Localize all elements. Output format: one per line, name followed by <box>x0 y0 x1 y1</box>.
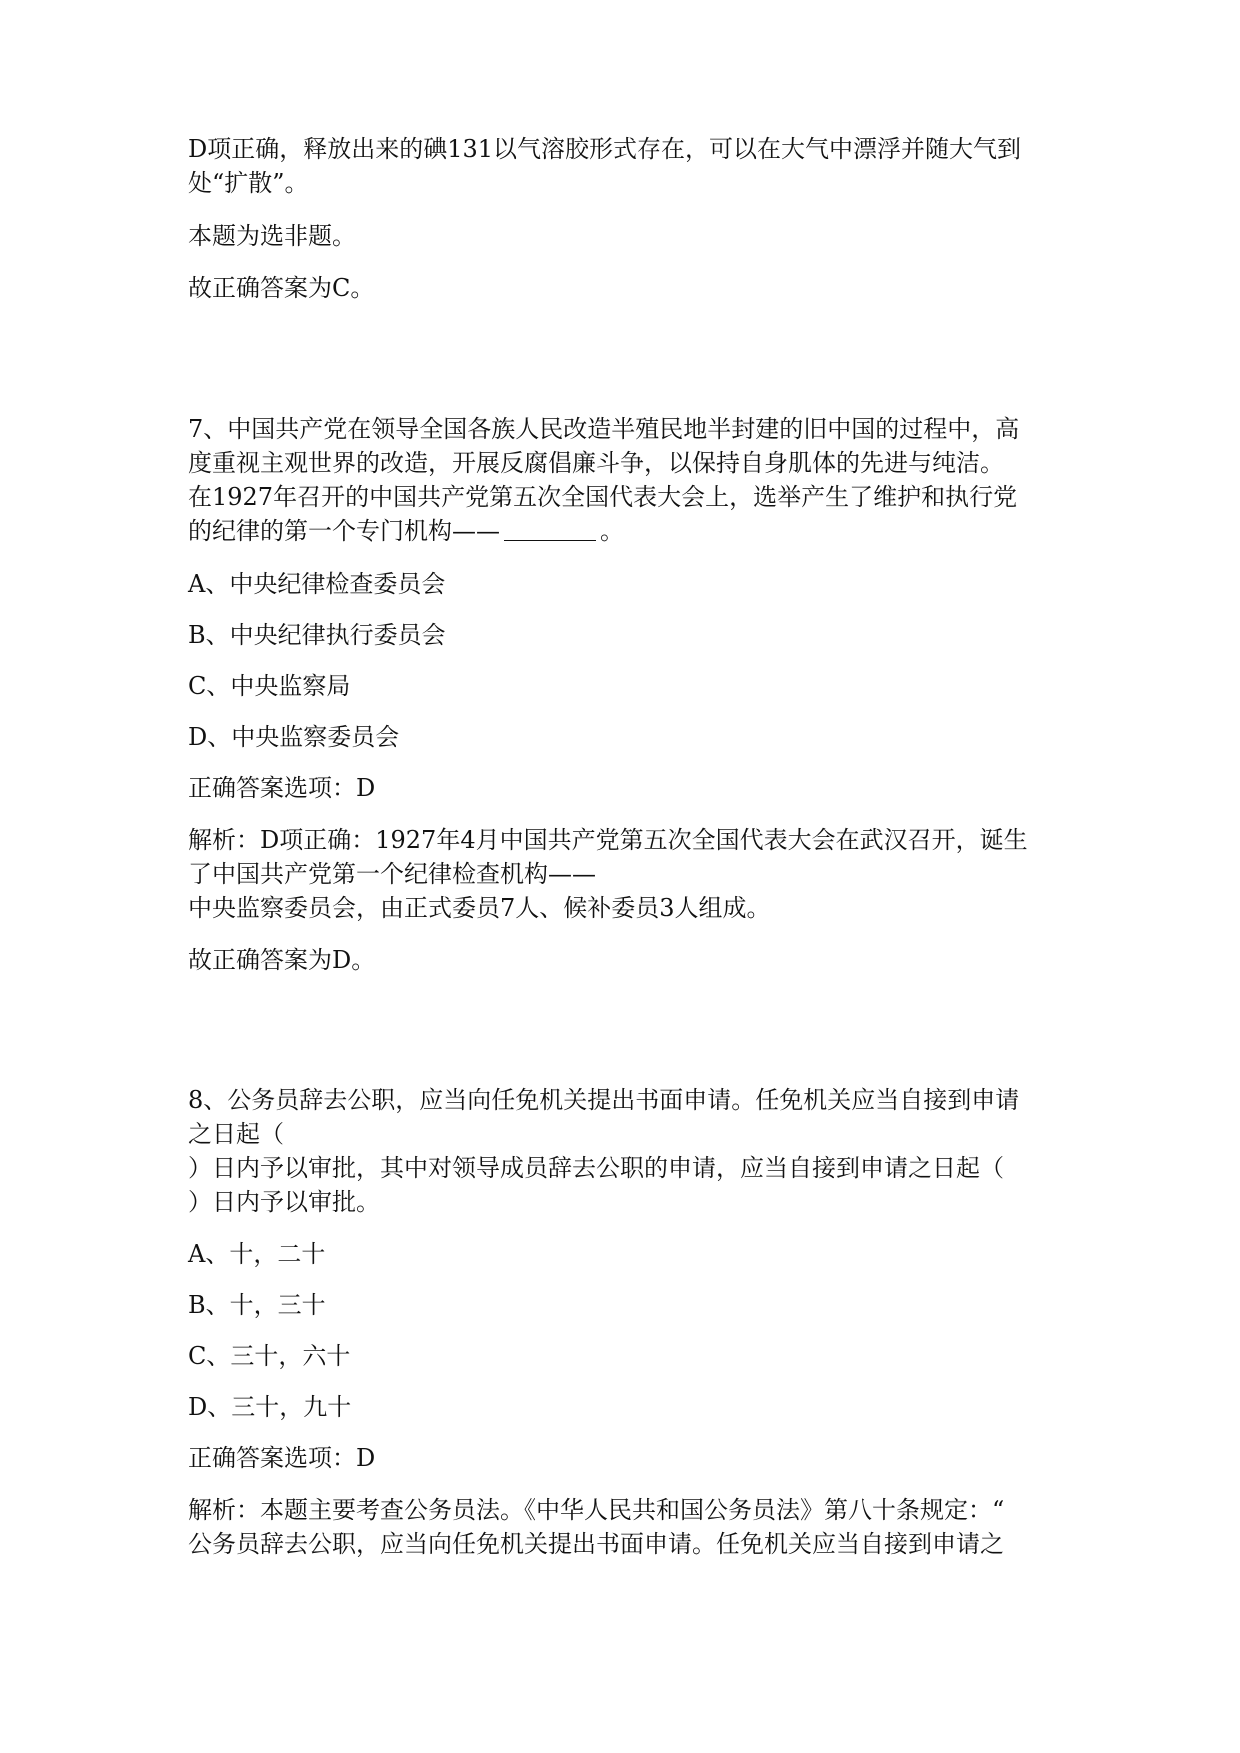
q7-stem-line-4-text: 的纪律的第一个专门机构—— <box>188 517 500 545</box>
q7-answer: 正确答案选项：D <box>188 774 376 802</box>
q7-analysis-line-3: 中央监察委员会，由正式委员7人、候补委员3人组成。 <box>188 894 771 922</box>
q7-option-c: C、中央监察局 <box>188 672 351 700</box>
q7-option-d: D、中央监察委员会 <box>188 723 400 751</box>
prev-conclusion: 故正确答案为C。 <box>188 274 375 302</box>
q8-option-d: D、三十，九十 <box>188 1393 352 1421</box>
q7-analysis-line-2: 了中国共产党第一个纪律检查机构—— <box>188 860 596 888</box>
q8-stem-line-4: ）日内予以审批。 <box>188 1188 380 1216</box>
q8-answer: 正确答案选项：D <box>188 1444 376 1472</box>
q7-conclusion: 故正确答案为D。 <box>188 946 376 974</box>
q8-stem-line-3: ）日内予以审批，其中对领导成员辞去公职的申请，应当自接到申请之日起（ <box>188 1154 1004 1182</box>
q8-option-c: C、三十，六十 <box>188 1342 351 1370</box>
prev-explanation-line-2: 处“扩散”。 <box>188 169 309 197</box>
q8-stem-line-2: 之日起（ <box>188 1120 284 1148</box>
q8-option-b: B、十，三十 <box>188 1291 326 1319</box>
fill-in-blank <box>504 516 596 541</box>
prev-note: 本题为选非题。 <box>188 222 356 250</box>
q7-stem-line-4 <box>188 514 624 548</box>
q8-stem-line-1: 8、公务员辞去公职，应当向任免机关提出书面申请。任免机关应当自接到申请 <box>188 1086 1020 1114</box>
q7-stem-line-2: 度重视主观世界的改造，开展反腐倡廉斗争，以保持自身肌体的先进与纯洁。 <box>188 449 1004 477</box>
q7-analysis-line-1: 解析：D项正确：1927年4月中国共产党第五次全国代表大会在武汉召开，诞生 <box>188 826 1028 854</box>
q7-stem-line-4-end: 。 <box>600 517 624 545</box>
q8-analysis-line-1: 解析：本题主要考查公务员法。《中华人民共和国公务员法》第八十条规定：“ <box>188 1496 1005 1524</box>
q8-analysis-line-2: 公务员辞去公职，应当向任免机关提出书面申请。任免机关应当自接到申请之 <box>188 1530 1004 1558</box>
q7-stem-line-1: 7、中国共产党在领导全国各族人民改造半殖民地半封建的旧中国的过程中，高 <box>188 415 1020 443</box>
q8-option-a: A、十，二十 <box>188 1240 326 1268</box>
q7-stem-line-3: 在1927年召开的中国共产党第五次全国代表大会上，选举产生了维护和执行党 <box>188 483 1018 511</box>
q7-option-b: B、中央纪律执行委员会 <box>188 621 446 649</box>
prev-explanation-line-1: D项正确，释放出来的碘131以气溶胶形式存在，可以在大气中漂浮并随大气到 <box>188 135 1022 163</box>
q7-option-a: A、中央纪律检查委员会 <box>188 570 446 598</box>
